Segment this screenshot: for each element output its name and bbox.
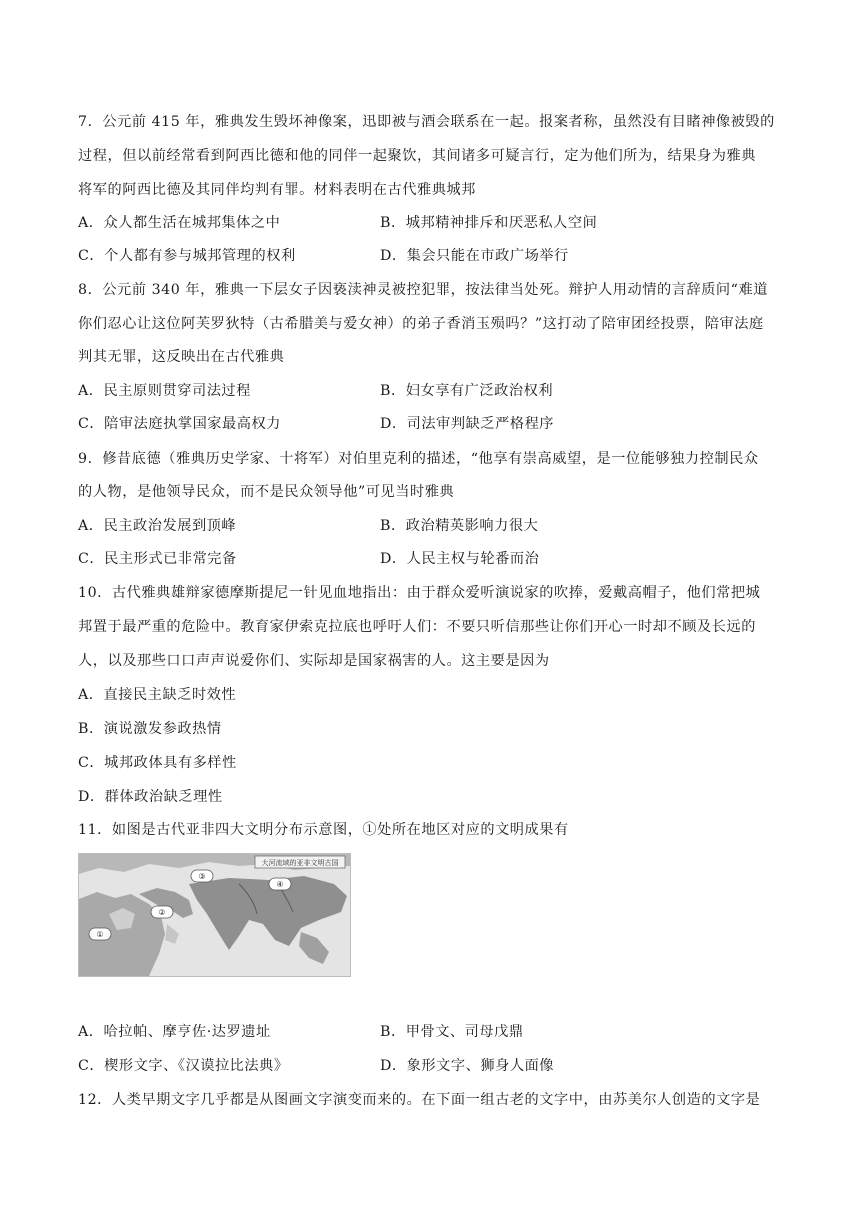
q11-option-a[interactable]: A．哈拉帕、摩亨佐·达罗遗址	[78, 1024, 271, 1040]
q9-option-c[interactable]: C．民主形式已非常完备	[78, 551, 237, 567]
svg-text:④: ④	[276, 880, 284, 889]
q9-option-a[interactable]: A．民主政治发展到顶峰	[78, 518, 237, 534]
q10-option-a[interactable]: A．直接民主缺乏时效性	[78, 687, 237, 703]
svg-text:①: ①	[96, 930, 104, 939]
q8-option-c[interactable]: C．陪审法庭执掌国家最高权力	[78, 416, 281, 432]
q9-stem-line-1: 9．修昔底德（雅典历史学家、十将军）对伯里克利的描述，“他享有崇高威望，是一位能够独力控制民众	[78, 451, 759, 467]
q11-option-b[interactable]: B．甲骨文、司母戊鼎	[380, 1024, 524, 1040]
map-title: 大河流域的亚非文明古国	[261, 859, 339, 867]
map-marker-1	[89, 928, 111, 940]
civilization-map	[78, 853, 351, 977]
q8-stem-line-2: 你们忍心让这位阿芙罗狄特（古希腊美与爱女神）的弟子香消玉殒吗？”这打动了陪审团经投票，陪审法庭	[78, 316, 764, 332]
q10-option-d[interactable]: D．群体政治缺乏理性	[78, 789, 223, 805]
q8-stem-line-3: 判其无罪，这反映出在古代雅典	[78, 349, 285, 365]
svg-text:②: ②	[158, 908, 166, 917]
map-marker-2	[151, 906, 173, 918]
q7-option-c[interactable]: C．个人都有参与城邦管理的权利	[78, 248, 296, 264]
q8-stem-line-1: 8．公元前 340 年，雅典一下层女子因亵渎神灵被控犯罪，按法律当处死。辩护人用动情的言辞质问“难道	[78, 282, 768, 298]
svg-text:③: ③	[198, 872, 206, 881]
q11-option-c[interactable]: C．楔形文字、《汉谟拉比法典》	[78, 1058, 289, 1074]
q10-stem-line-3: 人，以及那些口口声声说爱你们、实际却是国家祸害的人。这主要是因为	[78, 653, 550, 669]
q9-stem-line-2: 的人物，是他领导民众，而不是民众领导他”可见当时雅典	[78, 484, 455, 500]
q8-option-b[interactable]: B．妇女享有广泛政治权利	[380, 383, 554, 399]
q11-option-d[interactable]: D．象形文字、狮身人面像	[380, 1058, 555, 1074]
q9-option-d[interactable]: D．人民主权与轮番而治	[380, 551, 540, 567]
q7-stem-line-1: 7．公元前 415 年，雅典发生毁坏神像案，迅即被与酒会联系在一起。报案者称，虽然没有目睹神像被毁的	[78, 114, 775, 130]
q7-stem-line-3: 将军的阿西比德及其同伴均判有罪。材料表明在古代雅典城邦	[78, 182, 476, 198]
q10-stem-line-1: 10．古代雅典雄辩家德摩斯提尼一针见血地指出：由于群众爱听演说家的吹捧，爱戴高帽子，他们常把城	[78, 585, 761, 601]
q7-option-d[interactable]: D．集会只能在市政广场举行	[380, 248, 569, 264]
q10-option-c[interactable]: C．城邦政体具有多样性	[78, 755, 237, 771]
map-marker-3	[191, 870, 213, 882]
q7-option-b[interactable]: B．城邦精神排斥和厌恶私人空间	[380, 215, 598, 231]
q9-option-b[interactable]: B．政治精英影响力很大	[380, 518, 539, 534]
q7-stem-line-2: 过程，但以前经常看到阿西比德和他的同伴一起聚饮，其间诸多可疑言行，定为他们所为，结果身为雅典	[78, 148, 756, 164]
q8-option-a[interactable]: A．民主原则贯穿司法过程	[78, 383, 251, 399]
q10-option-b[interactable]: B．演说激发参政热情	[78, 721, 222, 737]
q12-stem-line-1: 12．人类早期文字几乎都是从图画文字演变而来的。在下面一组古老的文字中，由苏美尔人创造的文字是	[78, 1092, 761, 1108]
q7-option-a[interactable]: A．众人都生活在城邦集体之中	[78, 215, 281, 231]
q8-option-d[interactable]: D．司法审判缺乏严格程序	[380, 416, 555, 432]
map-marker-4	[269, 878, 291, 890]
q10-stem-line-2: 邦置于最严重的危险中。教育家伊索克拉底也呼吁人们：不要只听信那些让你们开心一时却不顾及长远的	[78, 619, 756, 635]
q11-stem-line-1: 11．如图是古代亚非四大文明分布示意图，①处所在地区对应的文明成果有	[78, 822, 569, 838]
